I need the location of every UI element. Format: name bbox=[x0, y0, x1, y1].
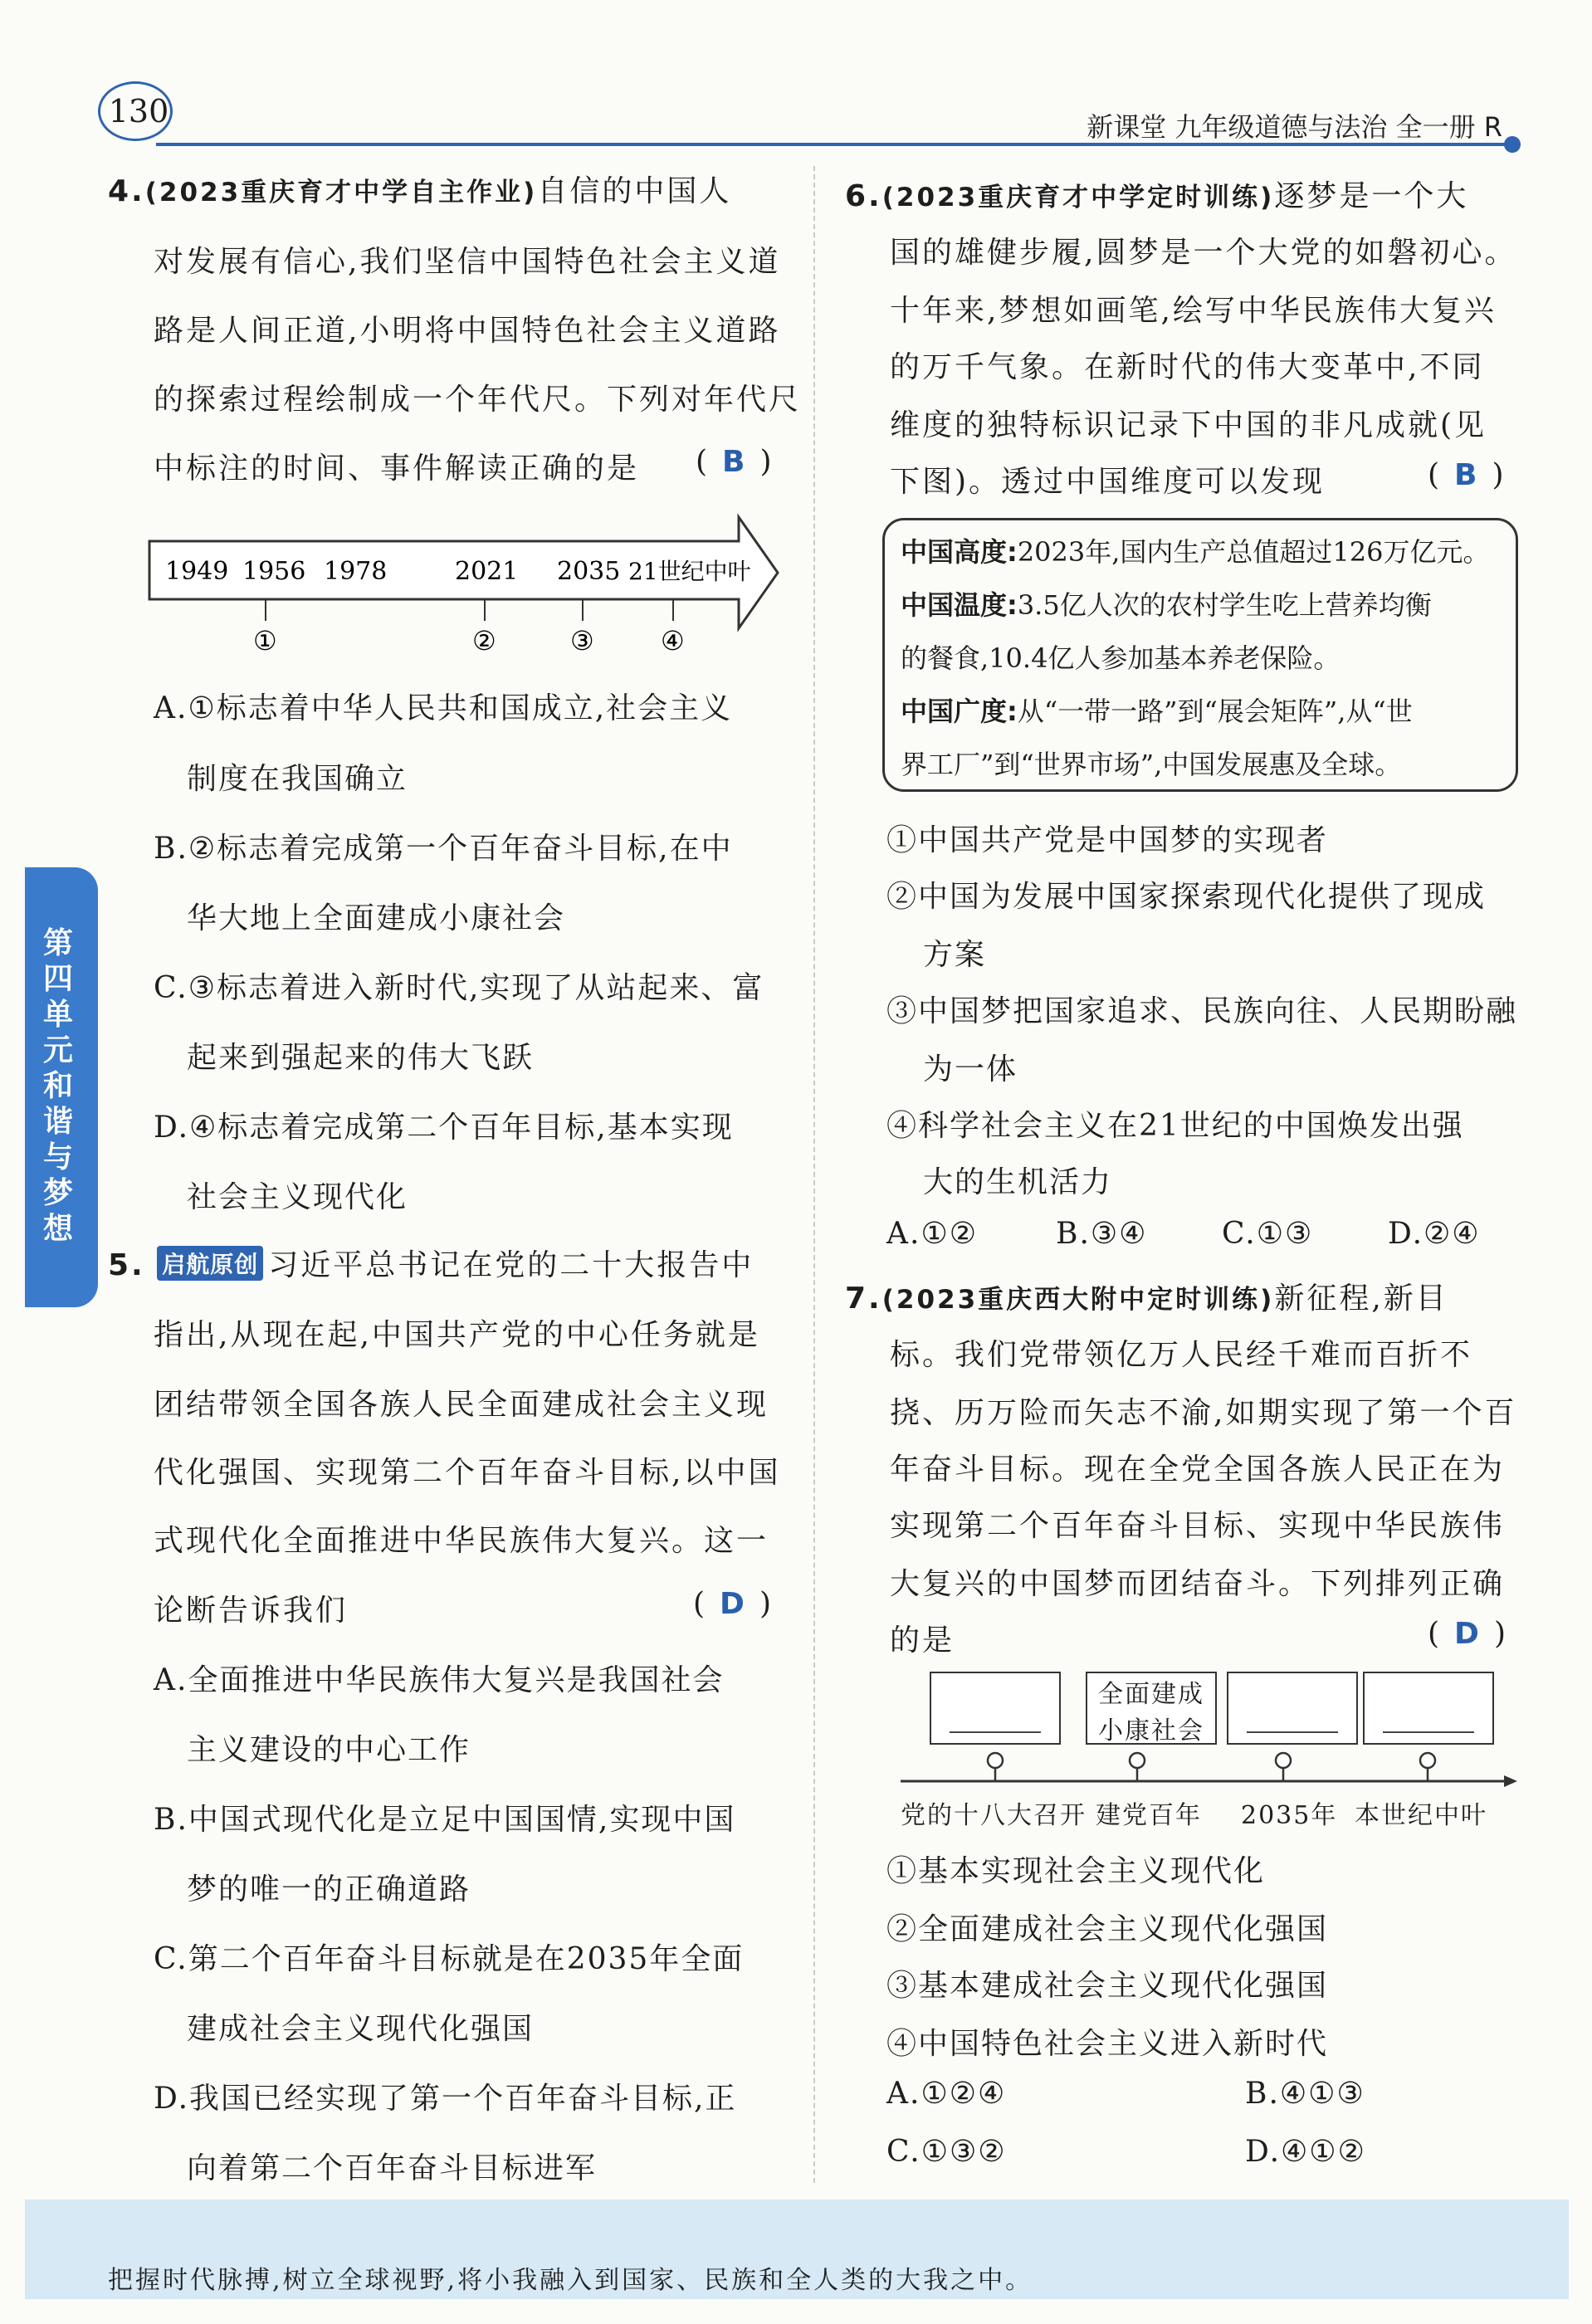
q6-statement-1: ①中国共产党是中国梦的实现者 bbox=[886, 823, 1329, 857]
q5-option-d: D.我国已经实现了第一个百年奋斗目标,正 bbox=[154, 2082, 737, 2116]
q4-option-b: B.②标志着完成第一个百年奋斗目标,在中 bbox=[154, 832, 733, 866]
q6-stem-line: 的万千气象。在新时代的伟大变革中,不同 bbox=[890, 350, 1485, 384]
q4-source: (2023重庆育才中学自主作业) bbox=[144, 178, 538, 208]
column-divider bbox=[813, 166, 815, 2183]
timeline-arrow bbox=[1504, 1775, 1517, 1787]
ruler-year: 1949 bbox=[165, 557, 229, 586]
q6-stem-line: 国的雄健步履,圆梦是一个大党的如磐初心。 bbox=[890, 236, 1517, 270]
timeline-box-2-line-2: 小康社会 bbox=[1098, 1716, 1204, 1745]
q5-option-d-cont: 向着第二个百年奋斗目标进军 bbox=[187, 2151, 598, 2185]
china-height-label: 中国高度: bbox=[901, 536, 1018, 568]
q5-stem-line: 习近平总书记在党的二十大报告中 bbox=[268, 1248, 754, 1282]
q7-choice-a: A.①②④ bbox=[886, 2077, 1007, 2111]
q7-choice-b: B.④①③ bbox=[1245, 2077, 1365, 2111]
timeline-label: 党的十八大召开 bbox=[901, 1801, 1087, 1830]
q7-stem-line: 年奋斗目标。现在全党全国各族人民正在为 bbox=[890, 1452, 1506, 1487]
q4-option-c: C.③标志着进入新时代,实现了从站起来、富 bbox=[154, 971, 764, 1005]
original-question-badge: 启航原创 bbox=[157, 1246, 263, 1281]
q6-number: 6. bbox=[845, 179, 882, 213]
q6-statement-3: ③中国梦把国家追求、民族向往、人民期盼融 bbox=[886, 994, 1518, 1028]
q7-stem-line: 标。我们党带领亿万人民经千难而百折不 bbox=[890, 1338, 1473, 1372]
timeline-label: 建党百年 bbox=[1096, 1801, 1202, 1830]
timeline-box-2 bbox=[1086, 1672, 1217, 1745]
china-temperature-text: 3.5亿人次的农村学生吃上营养均衡 bbox=[1017, 589, 1432, 621]
q5-option-a: A.全面推进中华民族伟大复兴是我国社会 bbox=[154, 1663, 725, 1697]
q7-statement-3: ③基本建成社会主义现代化强国 bbox=[886, 1969, 1329, 2003]
q5-stem-line: 指出,从现在起,中国共产党的中心任务就是 bbox=[154, 1318, 760, 1352]
timeline-box-4 bbox=[1363, 1672, 1494, 1745]
q6-statement-2-cont: 方案 bbox=[923, 938, 987, 972]
q7-statement-1: ①基本实现社会主义现代化 bbox=[886, 1854, 1266, 1888]
ruler-year: 1956 bbox=[242, 557, 306, 586]
ruler-year: 1978 bbox=[324, 557, 388, 586]
q4-stem-line: 中标注的时间、事件解读正确的是 bbox=[154, 452, 640, 486]
unit-side-tab-label: 第四单元 和谐与梦想 bbox=[42, 926, 73, 1246]
q5-option-c-cont: 建成社会主义现代化强国 bbox=[187, 2012, 535, 2046]
q4-stem-line: 路是人间正道,小明将中国特色社会主义道路 bbox=[154, 314, 781, 348]
china-breadth-text: 从“一带一路”到“展会矩阵”,从“世 bbox=[1017, 696, 1413, 727]
q5-stem-line: 团结带领全国各族人民全面建成社会主义现 bbox=[154, 1388, 769, 1422]
timeline-box-2-line-1: 全面建成 bbox=[1098, 1680, 1204, 1709]
ruler-year: 2021 bbox=[455, 557, 519, 586]
q7-stem-line: 的是 bbox=[890, 1623, 955, 1658]
ruler-mark: ③ bbox=[570, 625, 594, 657]
q6-choice-a: A.①② bbox=[886, 1217, 978, 1251]
book-title: 新课堂 九年级道德与法治 全一册 R bbox=[1087, 111, 1502, 143]
q6-source: (2023重庆育才中学定时训练) bbox=[881, 183, 1275, 212]
q6-stem-line: 下图)。透过中国维度可以发现 bbox=[890, 465, 1326, 499]
header-rule bbox=[156, 143, 1509, 146]
footer-motto: 把握时代脉搏,树立全球视野,将小我融入到国家、民族和全人类的大我之中。 bbox=[108, 2266, 1033, 2295]
q4-year-ruler bbox=[145, 513, 793, 662]
q7-stem-line: 实现第二个百年奋斗目标、实现中华民族伟 bbox=[890, 1509, 1506, 1543]
q4-answer: ( B ) bbox=[696, 445, 772, 479]
q5-option-b-cont: 梦的唯一的正确道路 bbox=[187, 1872, 471, 1907]
page-number: 130 bbox=[108, 93, 169, 129]
china-temperature-cont: 的餐食,10.4亿人参加基本养老保险。 bbox=[901, 642, 1341, 674]
q5-answer: ( D ) bbox=[693, 1587, 771, 1621]
timeline-blank bbox=[950, 1731, 1041, 1733]
q7-answer: ( D ) bbox=[1428, 1617, 1506, 1651]
q6-choice-c: C.①③ bbox=[1222, 1217, 1314, 1251]
q6-stem-line: 逐梦是一个大 bbox=[1274, 179, 1469, 213]
q6-statement-4: ④科学社会主义在21世纪的中国焕发出强 bbox=[886, 1109, 1464, 1143]
header-dot bbox=[1504, 136, 1521, 153]
timeline-pin-icon bbox=[1130, 1753, 1145, 1781]
timeline-label: 2035年 bbox=[1241, 1801, 1338, 1830]
china-breadth-label: 中国广度: bbox=[901, 696, 1018, 727]
ruler-mark: ① bbox=[253, 625, 277, 657]
q7-number: 7. bbox=[845, 1282, 882, 1316]
q6-statement-3-cont: 为一体 bbox=[923, 1052, 1018, 1086]
timeline-pin-icon bbox=[1276, 1753, 1291, 1781]
q6-choice-d: D.②④ bbox=[1388, 1217, 1481, 1251]
q5-number: 5. bbox=[108, 1248, 145, 1282]
timeline-box-3 bbox=[1227, 1672, 1358, 1745]
q4-stem-line: 的探索过程绘制成一个年代尺。下列对年代尺 bbox=[154, 383, 802, 417]
timeline-blank bbox=[1383, 1731, 1474, 1733]
timeline-box-1 bbox=[930, 1672, 1061, 1745]
q5-answer-letter: D bbox=[720, 1587, 745, 1621]
q7-answer-letter: D bbox=[1454, 1617, 1479, 1651]
ruler-year: 21世纪中叶 bbox=[628, 558, 751, 585]
timeline-blank bbox=[1247, 1731, 1338, 1733]
q4-stem-line: 对发展有信心,我们坚信中国特色社会主义道 bbox=[154, 245, 781, 279]
q7-timeline-axis bbox=[896, 1746, 1519, 1796]
china-breadth-line bbox=[901, 691, 1413, 729]
china-temperature-label: 中国温度: bbox=[901, 589, 1018, 621]
q6-answer: ( B ) bbox=[1428, 458, 1504, 492]
q5-option-a-cont: 主义建设的中心工作 bbox=[187, 1733, 471, 1767]
china-temperature-line bbox=[901, 584, 1432, 622]
q4-option-a-cont: 制度在我国确立 bbox=[187, 762, 408, 796]
q6-answer-letter: B bbox=[1454, 458, 1477, 492]
q5-stem-line: 代化强国、实现第二个百年奋斗目标,以中国 bbox=[154, 1456, 781, 1490]
q7-source: (2023重庆西大附中定时训练) bbox=[881, 1285, 1275, 1315]
q6-statement-2: ②中国为发展中国家探索现代化提供了现成 bbox=[886, 880, 1487, 914]
q7-choice-d: D.④①② bbox=[1245, 2135, 1366, 2169]
q6-stem-line: 十年来,梦想如画笔,绘写中华民族伟大复兴 bbox=[890, 294, 1497, 328]
q6-choice-b: B.③④ bbox=[1056, 1217, 1148, 1251]
q6-statement-4-cont: 大的生机活力 bbox=[923, 1165, 1113, 1199]
q4-first-line bbox=[108, 168, 731, 210]
q4-option-d: D.④标志着完成第二个百年目标,基本实现 bbox=[154, 1111, 734, 1145]
timeline-label: 本世纪中叶 bbox=[1355, 1801, 1487, 1830]
q6-stem-line: 维度的独特标识记录下中国的非凡成就(见 bbox=[890, 408, 1487, 442]
q5-stem-line: 式现代化全面推进中华民族伟大复兴。这一 bbox=[154, 1524, 769, 1558]
china-breadth-cont: 界工厂”到“世界市场”,中国发展惠及全球。 bbox=[901, 749, 1402, 780]
q7-stem-line: 大复兴的中国梦而团结奋斗。下列排列正确 bbox=[890, 1567, 1506, 1601]
ruler-mark: ② bbox=[472, 625, 496, 657]
china-height-line bbox=[901, 531, 1490, 569]
ruler-year: 2035 bbox=[557, 557, 621, 586]
q4-stem-line: 自信的中国人 bbox=[537, 174, 732, 208]
timeline-pin-icon bbox=[988, 1753, 1003, 1781]
timeline-box-2-text bbox=[1087, 1677, 1215, 1750]
q5-option-b: B.中国式现代化是立足中国国情,实现中国 bbox=[154, 1803, 736, 1837]
china-height-text: 2023年,国内生产总值超过126万亿元。 bbox=[1017, 536, 1490, 568]
q5-first-line bbox=[108, 1242, 754, 1284]
q4-option-a: A.①标志着中华人民共和国成立,社会主义 bbox=[154, 691, 733, 725]
timeline-pin-icon bbox=[1420, 1753, 1435, 1781]
q4-answer-letter: B bbox=[722, 445, 745, 479]
q4-option-b-cont: 华大地上全面建成小康社会 bbox=[187, 901, 566, 935]
ruler-mark: ④ bbox=[661, 625, 685, 657]
q7-first-line bbox=[845, 1275, 1448, 1317]
q4-option-c-cont: 起来到强起来的伟大飞跃 bbox=[187, 1041, 535, 1075]
q7-choice-c: C.①③② bbox=[886, 2135, 1007, 2169]
q4-number: 4. bbox=[108, 174, 145, 208]
q7-statement-2: ②全面建成社会主义现代化强国 bbox=[886, 1912, 1329, 1946]
q5-stem-line: 论断告诉我们 bbox=[154, 1594, 349, 1628]
q6-first-line bbox=[845, 173, 1468, 215]
q7-stem-line: 新征程,新目 bbox=[1274, 1282, 1448, 1316]
q4-option-d-cont: 社会主义现代化 bbox=[187, 1180, 408, 1214]
q7-statement-4: ④中国特色社会主义进入新时代 bbox=[886, 2027, 1329, 2061]
q7-stem-line: 挠、历万险而矢志不渝,如期实现了第一个百 bbox=[890, 1396, 1517, 1430]
q5-option-c: C.第二个百年奋斗目标就是在2035年全面 bbox=[154, 1942, 745, 1976]
